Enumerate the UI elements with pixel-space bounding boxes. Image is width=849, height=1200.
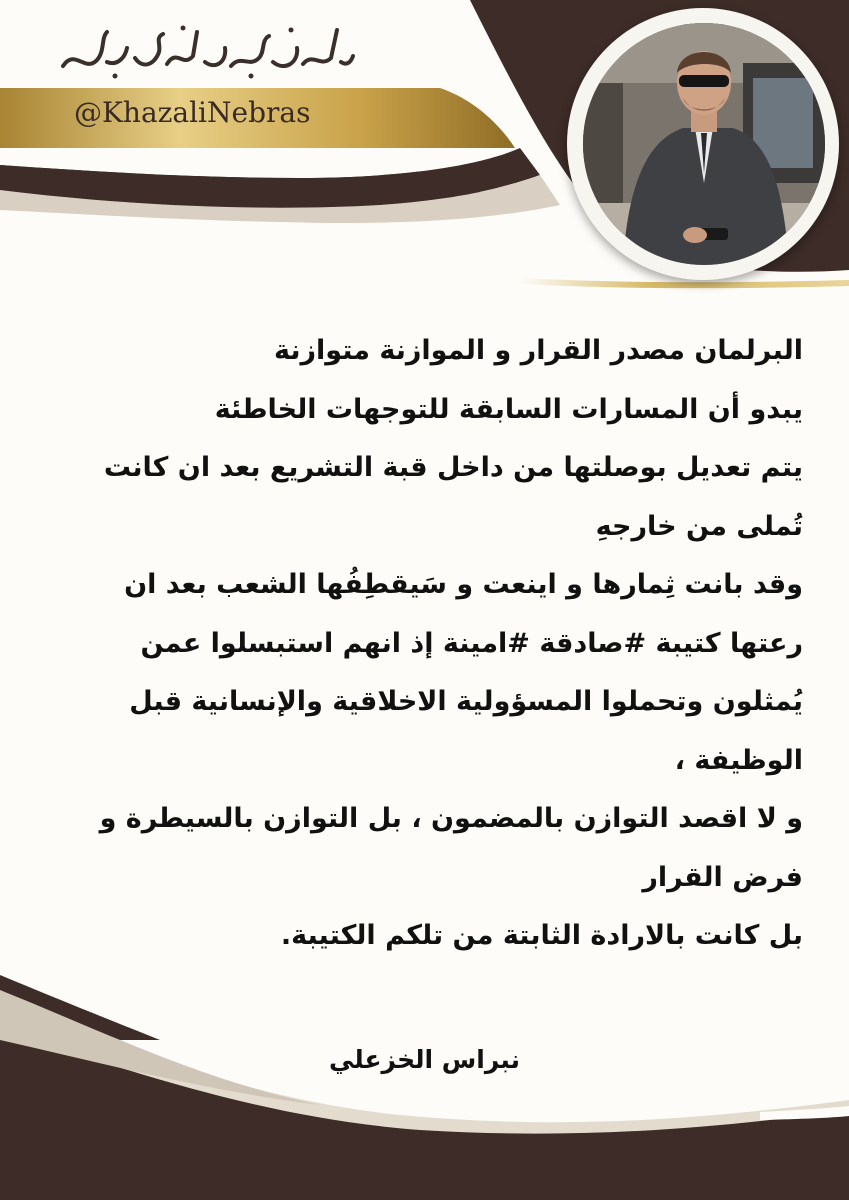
post-line: يبدو أن المسارات السابقة للتوجهات الخاطئة — [214, 393, 803, 425]
post-line: تُملى من خارجهِ — [595, 510, 803, 542]
post-line: يُمثلون وتحملوا المسؤولية الاخلاقية والإنسانية قبل — [129, 686, 803, 717]
account-handle: @KhazaliNebras — [74, 96, 311, 129]
post-line: رعتها كتيبة #صادقة #امينة إذ انهم استبسلوا عمن — [140, 627, 803, 659]
author-name: نبراس الخزعلي — [328, 1045, 520, 1074]
post-line: الوظيفة ، — [674, 744, 803, 776]
signature-logo — [55, 18, 355, 88]
post-line: يتم تعديل بوصلتها من داخل قبة التشريع بعد ان كانت — [103, 452, 803, 483]
post-line: وقد بانت ثِمارها و اينعت و سَيقطِفُها الشعب بعد ان — [124, 569, 803, 600]
post-line: بل كانت بالارادة الثابتة من تلكم الكتيبة. — [280, 920, 803, 951]
post-line: و لا اقصد التوازن بالمضمون ، بل التوازن بالسيطرة و — [99, 803, 803, 834]
post-line: فرض القرار — [642, 861, 803, 893]
post-line: البرلمان مصدر القرار و الموازنة متوازنة — [273, 335, 803, 366]
avatar — [583, 23, 825, 265]
post-body — [43, 322, 803, 966]
